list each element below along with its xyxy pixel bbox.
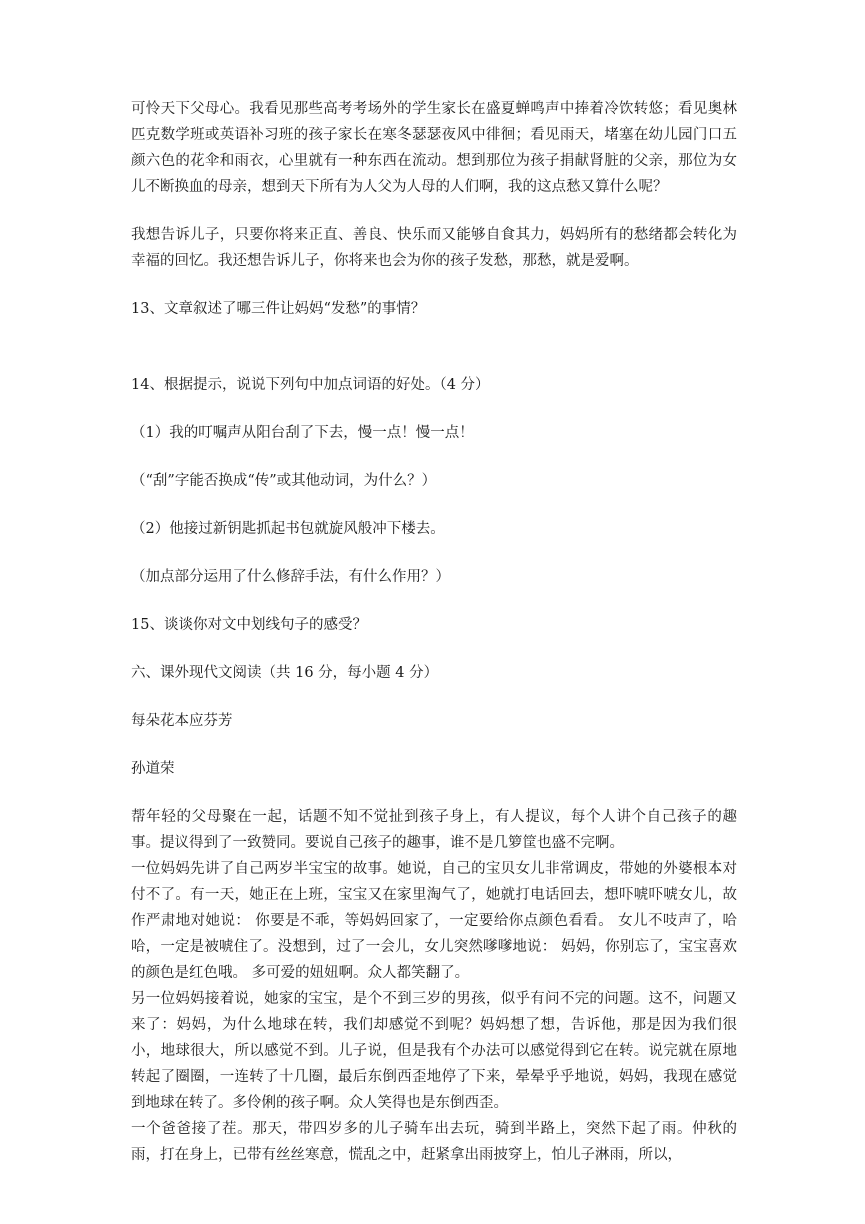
- article-paragraph: 一个爸爸接了茬。那天，带四岁多的儿子骑车出去玩，骑到半路上，突然下起了雨。仲秋的雨，打在身上，已带有丝丝寒意，慌乱之中，赶紧拿出雨披穿上，怕儿子淋雨，所以，: [131, 1121, 737, 1163]
- article-paragraph: 另一位妈妈接着说，她家的宝宝，是个不到三岁的男孩，似乎有问不完的问题。这不，问题又来了：妈妈，为什么地球在转，我们却感觉不到呢？妈妈想了想，告诉他，那是因为我们很小，地球很大，所以感觉不到。儿子说，但是我有个办法可以感觉得到它在转。说完就在原地转起了圈圈，一连转了十几圈，最后东倒西歪地停了下来，晕晕乎乎地说，妈妈，我现在感觉到地球在转了。多伶俐的孩子啊。众人笑得也是东倒西歪。: [131, 991, 737, 1111]
- question-14-item-1: （1）我的叮嘱声从阳台刮了下去，慢一点！慢一点！: [131, 425, 474, 441]
- paragraph-parents-love: 可怜天下父母心。我看见那些高考考场外的学生家长在盛夏蝉鸣声中捧着冷饮转悠；看见奥林匹克数学班或英语补习班的孩子家长在寒冬瑟瑟夜风中徘徊；看见雨天，堵塞在幼儿园门口五颜六色的花伞和雨衣，心里就有一种东西在流动。想到那位为孩子捐献肾脏的父亲，那位为女儿不断换血的母亲，想到天下所有为人父为人母的人们啊，我的这点愁又算什么呢？: [131, 101, 737, 195]
- section-six-heading: 六、课外现代文阅读（共 16 分，每小题 4 分）: [131, 665, 439, 681]
- question-14: 14、根据提示，说说下列句中加点词语的好处。（4 分）: [131, 377, 490, 393]
- question-14-item-2: （2）他接过新钥匙抓起书包就旋风般冲下楼去。: [131, 521, 445, 537]
- article-title: 每朵花本应芬芳: [131, 713, 233, 729]
- paragraph-tell-son: 我想告诉儿子，只要你将来正直、善良、快乐而又能够自食其力，妈妈所有的愁绪都会转化为幸福的回忆。我还想告诉儿子，你将来也会为你的孩子发愁，那愁，就是爱啊。: [131, 227, 737, 269]
- question-13: 13、文章叙述了哪三件让妈妈“发愁”的事情？: [131, 301, 426, 317]
- question-14-item-2-hint: （加点部分运用了什么修辞手法，有什么作用？）: [131, 569, 450, 585]
- document-page: [131, 96, 737, 1168]
- article-paragraph: 帮年轻的父母聚在一起，话题不知不觉扯到孩子身上，有人提议，每个人讲个自己孩子的趣事。提议得到了一致赞同。要说自己孩子的趣事，谁不是几箩筐也盛不完啊。: [131, 809, 737, 851]
- article-paragraph: 一位妈妈先讲了自己两岁半宝宝的故事。她说，自己的宝贝女儿非常调皮，带她的外婆根本对付不了。有一天，她正在上班，宝宝又在家里淘气了，她就打电话回去，想吓唬吓唬女儿，故作严肃地对她说： 你要是不乖，等妈妈回家了，一定要给你点颜色看看。 女儿不吱声了，哈哈，一定是被唬住了。没想到，过了一会儿，女儿突然嗲嗲地说： 妈妈，你别忘了，宝宝喜欢的颜色是红色哦。 多可爱的妞妞啊。众人都笑翻了。: [131, 861, 737, 981]
- question-15: 15、谈谈你对文中划线句子的感受？: [131, 617, 367, 633]
- question-14-item-1-hint: （“刮”字能否换成“传”或其他动词，为什么？）: [131, 473, 437, 489]
- article-author: 孙道荣: [131, 761, 175, 777]
